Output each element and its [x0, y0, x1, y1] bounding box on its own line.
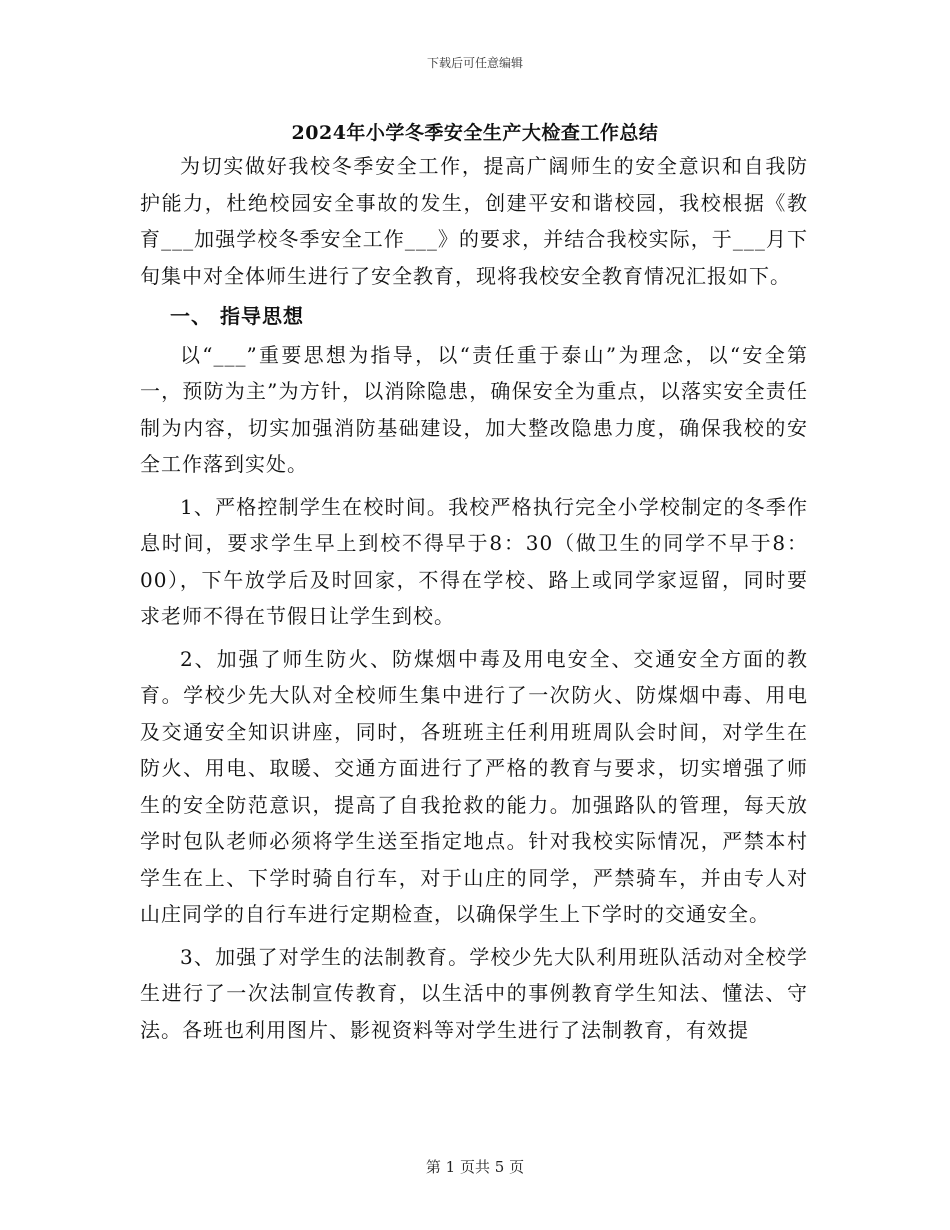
section-heading-guiding-thought: 一、 指导思想 — [170, 304, 304, 328]
paragraph-item-1: 1、严格控制学生在校时间。我校严格执行完全小学校制定的冬季作息时间，要求学生早上到校不得早于8：30（做卫生的同学不早于8：00），下午放学后及时回家，不得在学校、路上或同学家逗留，同时要求老师不得在节假日让学生到校。 — [140, 494, 808, 628]
paragraph-intro: 为切实做好我校冬季安全工作，提高广阔师生的安全意识和自我防护能力，杜绝校园安全事故的发生，创建平安和谐校园，我校根据《教育___加强学校冬季安全工作___》的要求，并结合我校实际，于___月下旬集中对全体师生进行了安全教育，现将我校安全教育情况汇报如下。 — [140, 154, 808, 288]
paragraph-guiding-thought: 以“___”重要思想为指导，以“责任重于泰山”为理念，以“安全第一，预防为主”为方针，以消除隐患，确保安全为重点，以落实安全责任制为内容，切实加强消防基础建设，加大整改隐患力度，确保我校的安全工作落到实处。 — [140, 342, 808, 476]
document-title: 2024年小学冬季安全生产大检查工作总结 — [291, 122, 659, 144]
document-body — [140, 148, 808, 1048]
paragraph-item-3: 3、加强了对学生的法制教育。学校少先大队利用班队活动对全校学生进行了一次法制宣传教育，以生活中的事例教育学生知法、懂法、守法。各班也利用图片、影视资料等对学生进行了法制教育，有效提 — [140, 944, 808, 1042]
page-header: 下载后可任意编辑 — [426, 56, 523, 70]
paragraph-item-2: 2、加强了师生防火、防煤烟中毒及用电安全、交通安全方面的教育。学校少先大队对全校师生集中进行了一次防火、防煤烟中毒、用电及交通安全知识讲座，同时，各班班主任利用班周队会时间，对学生在防火、用电、取暖、交通方面进行了严格的教育与要求，切实增强了师生的安全防范意识，提高了自我抢救的能力。加强路队的管理，每天放学时包队老师必须将学生送至指定地点。针对我校实际情况，严禁本村学生在上、下学时骑自行车，对于山庄的同学，严禁骑车，并由专人对山庄同学的自行车进行定期检查，以确保学生上下学时的交通安全。 — [140, 646, 808, 926]
page-footer: 第 1 页共 5 页 — [425, 1158, 525, 1176]
